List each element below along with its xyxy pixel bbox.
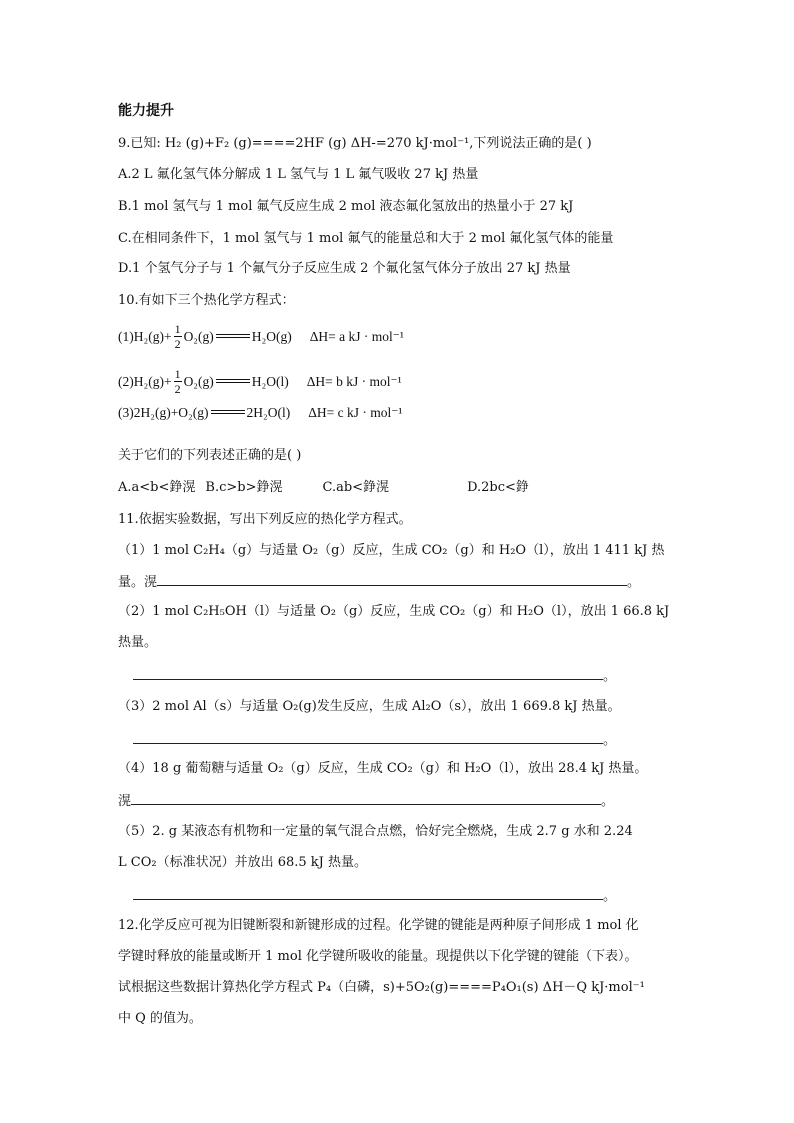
answer-blank-5[interactable] bbox=[133, 886, 603, 900]
section-heading: 能力提升 bbox=[118, 103, 174, 119]
q10-option-b: B.c>b>錚滉 bbox=[205, 480, 283, 495]
answer-blank-3[interactable] bbox=[133, 730, 603, 744]
q10-option-a: A.a<b<錚滉 bbox=[118, 480, 196, 495]
q11-part2-line2: 热量。 bbox=[118, 635, 158, 650]
q11-part2-line1: （2）1 mol C₂H₅OH（l）与适量 O₂（g）反应，生成 CO₂（g）和 H₂O（l），放出 1 66.8 kJ bbox=[118, 604, 670, 619]
q11-part4-line1: （4）18 g 葡萄糖与适量 O₂（g）反应，生成 CO₂（g）和 H₂O（l），放出 28.4 kJ 热量。 bbox=[118, 761, 648, 776]
q9-option-b: B.1 mol 氢气与 1 mol 氟气反应生成 2 mol 液态氟化氢放出的热量小于 27 kJ bbox=[118, 199, 574, 214]
eq1-equals-sign bbox=[216, 334, 250, 340]
eq2-oxygen: O₂(g) bbox=[183, 373, 214, 389]
q12-line1: 12.化学反应可视为旧键断裂和新键形成的过程。化学键的键能是两种原子间形成 1 mol 化 bbox=[118, 918, 639, 933]
eq2-reactants: (2)H₂(g)+ bbox=[118, 373, 172, 389]
eq1-product: H₂O(g) bbox=[251, 328, 292, 344]
q11-stem: 11.依据实验数据，写出下列反应的热化学方程式。 bbox=[118, 512, 412, 527]
eq2-equals-sign bbox=[216, 379, 250, 385]
q10-options bbox=[118, 479, 529, 497]
q11-part5-line1: （5）2. g 某液态有机物和一定量的氧气混合点燃，恰好完全燃烧，生成 2.7 g 水和 2.24 bbox=[118, 824, 633, 839]
eq3-reactants: (3)2H₂(g)+O₂(g) bbox=[118, 404, 209, 420]
q11-part4-answer bbox=[118, 791, 614, 811]
eq1-reactants: (1)H₂(g)+ bbox=[118, 328, 172, 344]
answer-blank-1[interactable] bbox=[157, 572, 627, 586]
eq3-product: 2H₂O(l) bbox=[246, 404, 291, 420]
q11-part5-answer bbox=[133, 886, 616, 906]
q12-line3: 试根据这些数据计算热化学方程式 P₄（白磷，s)+5O₂(g)====P₄O₁(s) ΔH－Q kJ·mol⁻¹ bbox=[118, 980, 645, 995]
q11-part3-period: 。 bbox=[603, 733, 617, 748]
eq3-equals-sign bbox=[211, 410, 245, 416]
eq2-fraction: $\frac{1}{2}$ bbox=[174, 367, 181, 396]
q9-stem: 9.已知: H₂ (g)+F₂ (g)====2HF (g) ΔH-=270 kJ·mol⁻¹,下列说法正确的是( ) bbox=[118, 136, 592, 151]
q9-option-d: D.1 个氢气分子与 1 个氟气分子反应生成 2 个氟化氢气体分子放出 27 kJ 热量 bbox=[118, 261, 571, 276]
q10-equation-1 bbox=[118, 322, 404, 358]
q11-part4-period: 。 bbox=[601, 794, 615, 809]
q11-part1-answer bbox=[118, 572, 640, 592]
answer-blank-4[interactable] bbox=[131, 791, 601, 805]
q11-part1-line1: （1）1 mol C₂H₄（g）与适量 O₂（g）反应，生成 CO₂（g）和 H₂O（l），放出 1 411 kJ 热 bbox=[118, 543, 665, 558]
q12-line2: 学键时释放的能量或断开 1 mol 化学键所吸收的能量。现提供以下化学键的键能（下表）。 bbox=[118, 949, 638, 964]
q12-line4: 中 Q 的值为。 bbox=[118, 1011, 202, 1026]
eq1-enthalpy: ΔH= a kJ · mol⁻¹ bbox=[309, 328, 404, 344]
q10-equation-2 bbox=[118, 367, 402, 403]
q10-equation-3 bbox=[118, 404, 402, 428]
eq3-enthalpy: ΔH= c kJ · mol⁻¹ bbox=[308, 404, 403, 420]
q11-part5-line2: L CO₂（标准状况）并放出 68.5 kJ 热量。 bbox=[118, 855, 368, 870]
eq1-fraction: $\frac{1}{2}$ bbox=[174, 322, 181, 351]
q11-part4-line2: 滉 bbox=[118, 794, 132, 809]
eq2-enthalpy: ΔH= b kJ · mol⁻¹ bbox=[306, 373, 402, 389]
eq2-product: H₂O(l) bbox=[251, 373, 289, 389]
q11-part1-line2: 量。滉 bbox=[118, 575, 158, 590]
q11-part1-period: 。 bbox=[627, 575, 641, 590]
q9-option-a: A.2 L 氟化氢气体分解成 1 L 氢气与 1 L 氟气吸收 27 kJ 热量 bbox=[118, 167, 479, 182]
q11-part2-answer bbox=[133, 666, 616, 686]
answer-blank-2[interactable] bbox=[133, 666, 603, 680]
q9-option-c: C.在相同条件下，1 mol 氢气与 1 mol 氟气的能量总和大于 2 mol 氟化氢气体的能量 bbox=[118, 231, 614, 246]
q11-part3-answer bbox=[133, 730, 616, 750]
q11-part2-period: 。 bbox=[603, 669, 617, 684]
q10-option-d: D.2bc<錚 bbox=[467, 480, 529, 495]
q11-part5-period: 。 bbox=[603, 889, 617, 904]
q10-option-c: C.ab<錚滉 bbox=[322, 480, 390, 495]
q11-part3-line1: （3）2 mol Al（s）与适量 O₂(g)发生反应，生成 Al₂O（s），放出 1 669.8 kJ 热量。 bbox=[118, 699, 621, 714]
q10-stem: 10.有如下三个热化学方程式： bbox=[118, 293, 295, 308]
eq1-oxygen: O₂(g) bbox=[183, 328, 214, 344]
q10-question: 关于它们的下列表述正确的是( ) bbox=[118, 448, 302, 463]
